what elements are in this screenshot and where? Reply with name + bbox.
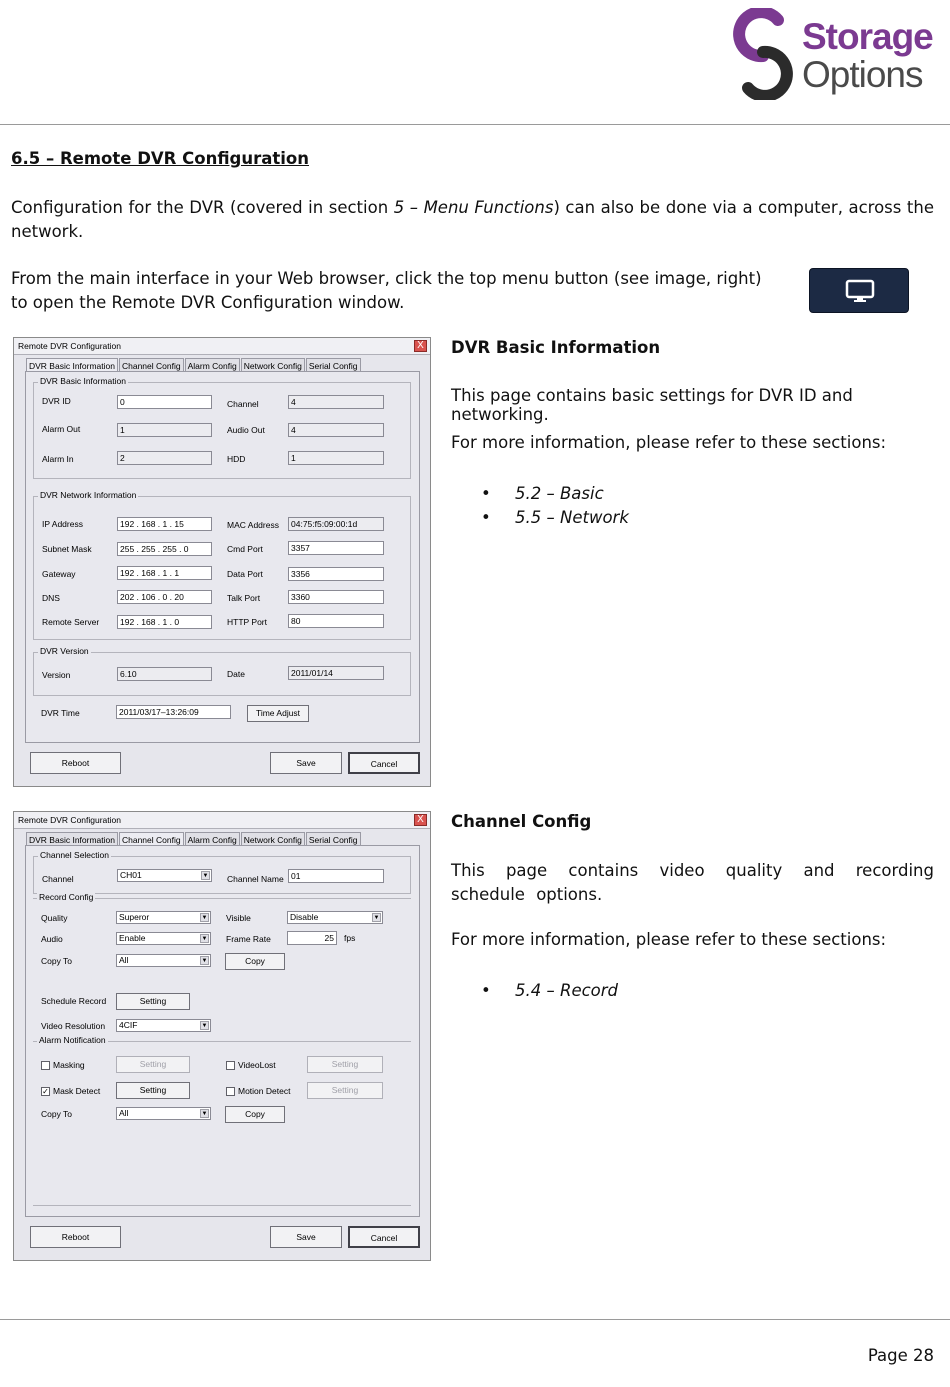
chevron-down-icon: ▼ [201,958,208,964]
cmd-port-field[interactable]: 3357 [288,541,384,555]
time-adjust-button[interactable]: Time Adjust [247,705,309,722]
audio-label: Audio [41,934,63,944]
reboot-button[interactable]: Reboot [30,1226,121,1248]
bullet-text: 5.4 – Record [515,981,619,1000]
dialog2-bullets [451,979,618,1003]
mask-detect-label: Mask Detect [53,1086,101,1096]
hdd-label: HDD [227,454,246,464]
motion-detect-label: Motion Detect [238,1086,291,1096]
mac-address-label: MAC Address [227,520,279,530]
dialog1-refer: For more information, please refer to these sections: [451,433,887,452]
reboot-button[interactable]: Reboot [30,752,121,774]
record-config-group [33,892,411,1034]
channel-selection-group [33,850,411,894]
dialog2-heading: Channel Config [451,812,592,831]
close-icon[interactable]: X [414,814,427,826]
version-field: 6.10 [117,667,212,681]
bullet-icon: • [481,508,491,527]
quality-label: Quality [41,913,68,923]
videolost-label: VideoLost [238,1060,276,1070]
subnet-mask-field[interactable]: 255 . 255 . 255 . 0 [117,542,212,556]
tab-channel-config[interactable]: Channel Config [119,358,184,371]
alarm-copy-to-value: All [119,1108,129,1118]
monitor-icon [845,279,875,303]
copy-to-value: All [119,955,129,965]
alarm-copy-to-label: Copy To [41,1109,73,1119]
http-port-label: HTTP Port [227,617,267,627]
tab-alarm-config[interactable]: Alarm Config [185,832,240,845]
dvr-id-field[interactable]: 0 [117,395,212,409]
group-label: Alarm Notification [39,1035,106,1045]
mask-detect-setting-button[interactable]: Setting [116,1082,190,1099]
tab-dvr-basic-information[interactable]: DVR Basic Information [26,832,118,845]
audio-value: Enable [119,933,146,943]
video-resolution-label: Video Resolution [41,1021,106,1031]
masking-setting-button[interactable]: Setting [116,1056,190,1073]
audio-select[interactable] [116,932,211,945]
close-icon[interactable]: X [414,340,427,352]
intro-p1-after: ) can also be done via a computer, across the network. [11,198,935,241]
masking-label: Masking [53,1060,85,1070]
dialog-title: Remote DVR Configuration [18,341,121,351]
dialog-titlebar [14,338,430,355]
channel-select[interactable] [117,869,212,882]
dns-field[interactable]: 202 . 106 . 0 . 20 [117,590,212,604]
videolost-checkbox[interactable] [226,1061,235,1070]
alarm-in-field: 2 [117,451,212,465]
basic-info-group [33,376,411,479]
chevron-down-icon: ▼ [201,936,208,942]
network-info-group [33,490,411,640]
tab-serial-config[interactable]: Serial Config [306,358,361,371]
channel-name-field[interactable]: 01 [288,869,384,883]
copy-to-select[interactable] [116,954,211,967]
dialog1-bullets [451,482,629,530]
visible-select[interactable] [287,911,383,924]
motion-detect-setting-button[interactable]: Setting [307,1082,383,1099]
talk-port-field[interactable]: 3360 [288,590,384,604]
group-label: DVR Network Information [40,490,137,500]
hdd-field: 1 [288,451,384,465]
list-item[interactable] [451,482,629,506]
dvr-id-label: DVR ID [42,396,71,406]
gateway-label: Gateway [42,569,76,579]
mac-address-field: 04:75:f5:09:00:1d [288,517,384,531]
channel-name-label: Channel Name [227,874,284,884]
channel-config-dialog [13,811,431,1261]
dialog2-text: This page contains video quality and recording schedule options. [451,861,934,904]
storage-options-logo-mark [730,8,796,100]
tab-network-config[interactable]: Network Config [241,832,305,845]
quality-select[interactable] [116,911,211,924]
audio-out-label: Audio Out [227,425,265,435]
logo [730,8,940,102]
list-item[interactable] [451,979,618,1003]
dns-label: DNS [42,593,60,603]
alarm-out-field: 1 [117,423,212,437]
talk-port-label: Talk Port [227,593,261,603]
chevron-down-icon: ▼ [202,873,209,879]
top-menu-button[interactable] [809,268,909,313]
dialog-tabs [26,358,362,372]
motion-detect-checkbox[interactable] [226,1087,235,1096]
intro-p1-before: Configuration for the DVR (covered in section [11,198,394,217]
mask-detect-checkbox[interactable]: ✓ [42,1087,49,1096]
bullet-icon: • [481,484,491,503]
group-label: DVR Version [40,646,89,656]
alarm-in-label: Alarm In [42,454,74,464]
tab-alarm-config[interactable]: Alarm Config [185,358,240,371]
frame-rate-label: Frame Rate [226,934,271,944]
tab-network-config[interactable]: Network Config [241,358,305,371]
tab-channel-config[interactable]: Channel Config [119,832,184,846]
tab-serial-config[interactable]: Serial Config [306,832,361,845]
remote-server-field[interactable]: 192 . 168 . 1 . 0 [117,615,212,629]
section-title: 6.5 – Remote DVR Configuration [11,149,310,168]
copy-to-label: Copy To [41,956,73,966]
dvr-basic-info-dialog [13,337,431,787]
ip-address-label: IP Address [42,519,83,529]
group-label: Channel Selection [40,850,109,860]
video-resolution-value: 4CIF [119,1020,138,1030]
dialog-titlebar [14,812,430,829]
remote-server-label: Remote Server [42,617,100,627]
data-port-label: Data Port [227,569,263,579]
visible-label: Visible [226,913,251,923]
save-button[interactable]: Save [270,1226,342,1248]
audio-out-field: 4 [288,423,384,437]
intro-p1-italic: 5 – Menu Functions [393,198,554,217]
intro-paragraph-1 [11,196,934,244]
fps-label: fps [344,933,356,943]
intro-paragraph-2: From the main interface in your Web browser, click the top menu button (see image, right) to open the Remote DVR Configuration window. [11,269,762,312]
dialog1-heading: DVR Basic Information [451,338,661,357]
alarm-notification-group [33,1035,411,1206]
footer-rule [0,1319,950,1320]
dvr-time-field[interactable]: 2011/03/17–13:26:09 [116,705,231,719]
bullet-icon: • [481,981,491,1000]
page-number: Page 28 [867,1346,934,1365]
channel-value: CH01 [120,870,142,880]
tab-panel [25,845,420,1217]
quality-value: Superor [119,912,150,922]
tab-panel [25,371,420,743]
http-port-field[interactable]: 80 [288,614,384,628]
schedule-setting-button[interactable]: Setting [116,993,190,1010]
tab-dvr-basic-information[interactable]: DVR Basic Information [26,358,118,372]
header-rule [0,124,950,125]
dialog2-refer: For more information, please refer to these sections: [451,930,887,949]
channel-label: Channel [227,399,259,409]
bullet-text: 5.5 – Network [515,508,629,527]
group-label: DVR Basic Information [40,376,126,386]
bullet-text: 5.2 – Basic [515,484,604,503]
alarm-copy-to-select[interactable] [116,1107,211,1120]
chevron-down-icon: ▼ [201,1111,208,1117]
chevron-down-icon: ▼ [201,915,208,921]
date-field: 2011/01/14 [288,666,384,680]
chevron-down-icon: ▼ [373,915,380,921]
frame-rate-field[interactable]: 25 [287,931,337,945]
video-resolution-select[interactable] [116,1019,211,1032]
gateway-field[interactable]: 192 . 168 . 1 . 1 [117,566,212,580]
logo-line2: Options [802,54,923,95]
logo-line1: Storage [802,16,933,57]
dialog-title: Remote DVR Configuration [18,815,121,825]
list-item[interactable] [451,506,629,530]
version-group [33,646,411,696]
channel-field: 4 [288,395,384,409]
alarm-out-label: Alarm Out [42,424,81,434]
save-button[interactable]: Save [270,752,342,774]
dvr-time-label: DVR Time [41,708,80,718]
group-label: Record Config [39,892,94,902]
visible-value: Disable [290,912,319,922]
alarm-copy-button[interactable]: Copy [225,1106,285,1123]
dialog1-text: This page contains basic settings for DVR ID and networking. [451,386,853,424]
videolost-setting-button[interactable]: Setting [307,1056,383,1073]
channel-label: Channel [42,874,74,884]
ip-address-field[interactable]: 192 . 168 . 1 . 15 [117,517,212,531]
masking-checkbox[interactable] [41,1061,50,1070]
data-port-field[interactable]: 3356 [288,567,384,581]
cmd-port-label: Cmd Port [227,544,263,554]
dialog-tabs [26,832,362,846]
copy-button[interactable]: Copy [225,953,285,970]
cancel-button[interactable]: Cancel [348,752,420,774]
schedule-record-label: Schedule Record [41,996,107,1006]
version-label: Version [42,670,71,680]
chevron-down-icon: ▼ [201,1023,208,1029]
subnet-mask-label: Subnet Mask [42,544,92,554]
date-label: Date [227,669,245,679]
cancel-button[interactable]: Cancel [348,1226,420,1248]
